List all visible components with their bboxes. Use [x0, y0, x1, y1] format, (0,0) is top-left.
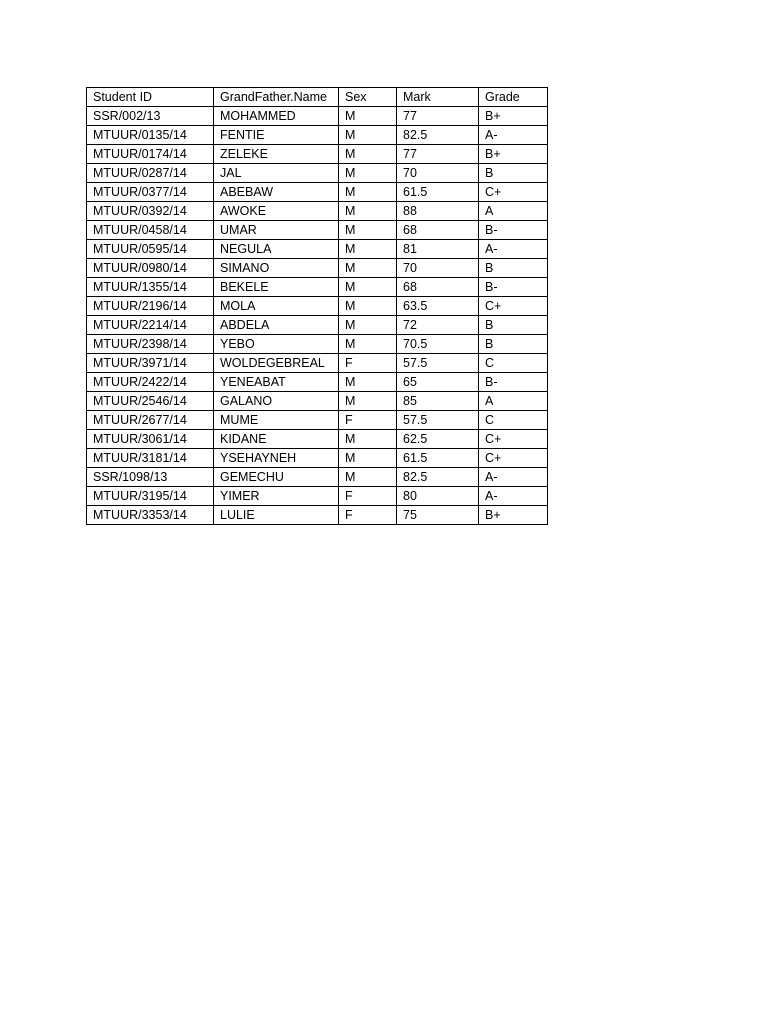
table-row — [87, 183, 548, 202]
cell-sex: M — [339, 278, 397, 297]
cell-mark: 70.5 — [397, 335, 479, 354]
cell-mark: 62.5 — [397, 430, 479, 449]
cell-grade: B — [479, 335, 548, 354]
cell-student-id: MTUUR/2214/14 — [87, 316, 214, 335]
cell-grandfather-name: YENEABAT — [214, 373, 339, 392]
table-row — [87, 487, 548, 506]
header-grandfather-name: GrandFather.Name — [214, 88, 339, 107]
table-row — [87, 297, 548, 316]
cell-sex: F — [339, 354, 397, 373]
cell-student-id: MTUUR/3181/14 — [87, 449, 214, 468]
cell-sex: F — [339, 487, 397, 506]
cell-grandfather-name: BEKELE — [214, 278, 339, 297]
cell-sex: M — [339, 259, 397, 278]
cell-grandfather-name: MUME — [214, 411, 339, 430]
cell-grandfather-name: GALANO — [214, 392, 339, 411]
cell-grade: A — [479, 392, 548, 411]
cell-mark: 68 — [397, 221, 479, 240]
cell-student-id: MTUUR/2546/14 — [87, 392, 214, 411]
cell-mark: 77 — [397, 107, 479, 126]
cell-sex: M — [339, 240, 397, 259]
cell-grade: C+ — [479, 449, 548, 468]
cell-mark: 57.5 — [397, 354, 479, 373]
cell-student-id: MTUUR/0595/14 — [87, 240, 214, 259]
table-row — [87, 316, 548, 335]
table-row — [87, 411, 548, 430]
cell-grandfather-name: ABEBAW — [214, 183, 339, 202]
table-row — [87, 221, 548, 240]
cell-sex: M — [339, 335, 397, 354]
table-row — [87, 506, 548, 525]
table-header-row — [87, 88, 548, 107]
table-row — [87, 392, 548, 411]
cell-sex: M — [339, 430, 397, 449]
cell-student-id: MTUUR/0980/14 — [87, 259, 214, 278]
cell-sex: F — [339, 411, 397, 430]
cell-student-id: MTUUR/0135/14 — [87, 126, 214, 145]
cell-student-id: MTUUR/0174/14 — [87, 145, 214, 164]
cell-grade: B- — [479, 221, 548, 240]
table-row — [87, 164, 548, 183]
cell-sex: M — [339, 392, 397, 411]
cell-student-id: SSR/002/13 — [87, 107, 214, 126]
cell-grandfather-name: LULIE — [214, 506, 339, 525]
header-student-id: Student ID — [87, 88, 214, 107]
table-row — [87, 107, 548, 126]
cell-mark: 75 — [397, 506, 479, 525]
cell-mark: 61.5 — [397, 449, 479, 468]
cell-grandfather-name: SIMANO — [214, 259, 339, 278]
cell-grade: B- — [479, 373, 548, 392]
cell-sex: M — [339, 164, 397, 183]
cell-student-id: MTUUR/0392/14 — [87, 202, 214, 221]
cell-student-id: MTUUR/2677/14 — [87, 411, 214, 430]
cell-student-id: MTUUR/2398/14 — [87, 335, 214, 354]
cell-mark: 70 — [397, 164, 479, 183]
table-body — [87, 107, 548, 525]
cell-mark: 85 — [397, 392, 479, 411]
cell-mark: 81 — [397, 240, 479, 259]
table-row — [87, 240, 548, 259]
cell-sex: M — [339, 145, 397, 164]
cell-grandfather-name: YEBO — [214, 335, 339, 354]
cell-grandfather-name: KIDANE — [214, 430, 339, 449]
cell-grade: C — [479, 411, 548, 430]
cell-mark: 65 — [397, 373, 479, 392]
table-row — [87, 468, 548, 487]
cell-grade: B — [479, 164, 548, 183]
cell-student-id: MTUUR/2196/14 — [87, 297, 214, 316]
cell-sex: M — [339, 107, 397, 126]
cell-student-id: MTUUR/2422/14 — [87, 373, 214, 392]
table-row — [87, 145, 548, 164]
cell-grandfather-name: MOHAMMED — [214, 107, 339, 126]
header-grade: Grade — [479, 88, 548, 107]
table-row — [87, 259, 548, 278]
table-row — [87, 335, 548, 354]
cell-grade: C+ — [479, 297, 548, 316]
cell-grade: A- — [479, 126, 548, 145]
cell-sex: M — [339, 221, 397, 240]
cell-sex: M — [339, 126, 397, 145]
student-grades-table — [86, 87, 548, 525]
cell-sex: M — [339, 297, 397, 316]
cell-grandfather-name: ABDELA — [214, 316, 339, 335]
cell-student-id: MTUUR/0458/14 — [87, 221, 214, 240]
cell-sex: M — [339, 468, 397, 487]
cell-grandfather-name: FENTIE — [214, 126, 339, 145]
cell-student-id: MTUUR/3971/14 — [87, 354, 214, 373]
cell-mark: 80 — [397, 487, 479, 506]
table-row — [87, 278, 548, 297]
cell-student-id: MTUUR/3061/14 — [87, 430, 214, 449]
cell-mark: 61.5 — [397, 183, 479, 202]
header-sex: Sex — [339, 88, 397, 107]
cell-sex: F — [339, 506, 397, 525]
cell-mark: 72 — [397, 316, 479, 335]
cell-mark: 82.5 — [397, 468, 479, 487]
cell-student-id: SSR/1098/13 — [87, 468, 214, 487]
cell-sex: M — [339, 183, 397, 202]
table-row — [87, 373, 548, 392]
table-row — [87, 449, 548, 468]
cell-sex: M — [339, 202, 397, 221]
cell-grandfather-name: NEGULA — [214, 240, 339, 259]
cell-grade: A — [479, 202, 548, 221]
cell-grandfather-name: ZELEKE — [214, 145, 339, 164]
cell-grade: A- — [479, 468, 548, 487]
cell-mark: 77 — [397, 145, 479, 164]
table-row — [87, 202, 548, 221]
cell-mark: 63.5 — [397, 297, 479, 316]
table-row — [87, 354, 548, 373]
cell-grade: B+ — [479, 145, 548, 164]
cell-sex: M — [339, 316, 397, 335]
cell-grade: C — [479, 354, 548, 373]
cell-grandfather-name: WOLDEGEBREAL — [214, 354, 339, 373]
cell-grandfather-name: YSEHAYNEH — [214, 449, 339, 468]
cell-mark: 70 — [397, 259, 479, 278]
cell-grade: B- — [479, 278, 548, 297]
cell-mark: 57.5 — [397, 411, 479, 430]
cell-grade: C+ — [479, 183, 548, 202]
cell-grade: B+ — [479, 107, 548, 126]
student-grades-sheet — [86, 87, 547, 525]
cell-grandfather-name: GEMECHU — [214, 468, 339, 487]
cell-sex: M — [339, 449, 397, 468]
cell-student-id: MTUUR/3353/14 — [87, 506, 214, 525]
cell-mark: 68 — [397, 278, 479, 297]
cell-grandfather-name: AWOKE — [214, 202, 339, 221]
cell-grade: A- — [479, 487, 548, 506]
cell-mark: 82.5 — [397, 126, 479, 145]
cell-grade: A- — [479, 240, 548, 259]
cell-student-id: MTUUR/1355/14 — [87, 278, 214, 297]
cell-student-id: MTUUR/0287/14 — [87, 164, 214, 183]
cell-grade: B — [479, 259, 548, 278]
cell-sex: M — [339, 373, 397, 392]
cell-grandfather-name: YIMER — [214, 487, 339, 506]
table-row — [87, 430, 548, 449]
header-mark: Mark — [397, 88, 479, 107]
cell-grade: B+ — [479, 506, 548, 525]
cell-student-id: MTUUR/3195/14 — [87, 487, 214, 506]
cell-grade: B — [479, 316, 548, 335]
cell-grandfather-name: UMAR — [214, 221, 339, 240]
cell-grandfather-name: JAL — [214, 164, 339, 183]
cell-mark: 88 — [397, 202, 479, 221]
cell-grandfather-name: MOLA — [214, 297, 339, 316]
cell-student-id: MTUUR/0377/14 — [87, 183, 214, 202]
cell-grade: C+ — [479, 430, 548, 449]
table-row — [87, 126, 548, 145]
